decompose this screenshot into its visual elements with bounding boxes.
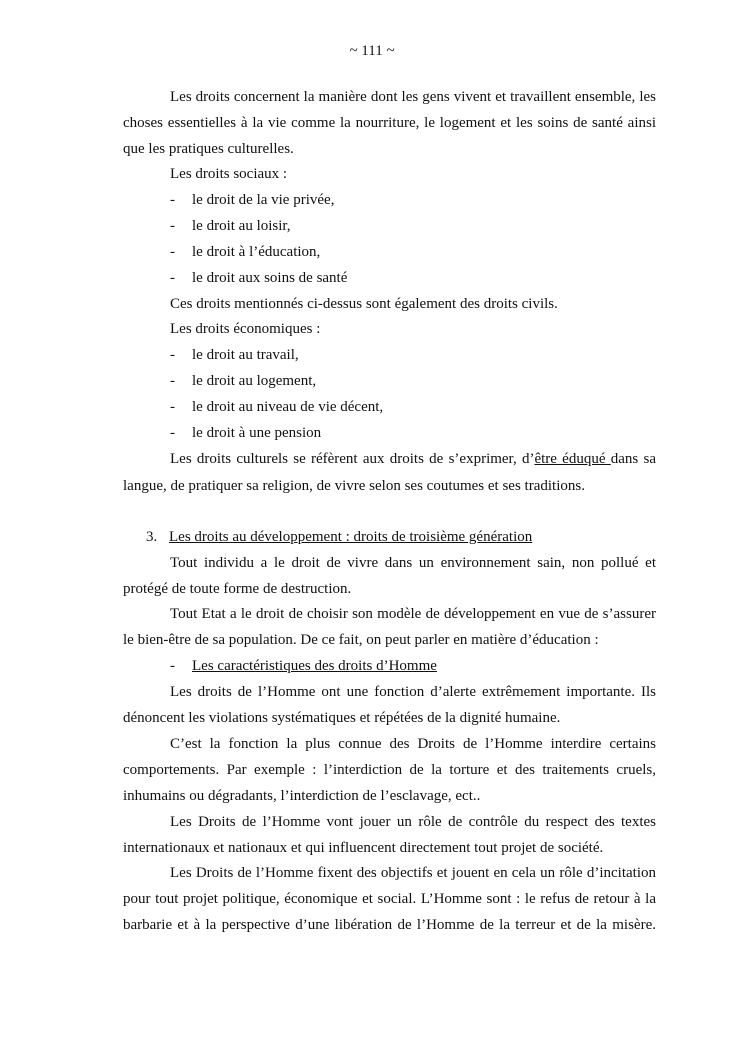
paragraph-line: Les Droits de l’Homme vont jouer un rôle de contrôle du respect des textes xyxy=(170,814,656,830)
paragraph-line: choses essentielles à la vie comme la nourriture, le logement et les soins de santé ainsi xyxy=(123,115,656,131)
paragraph-line: dénoncent les violations systématiques et répétées de la dignité humaine. xyxy=(123,710,561,726)
paragraph-line xyxy=(170,449,656,469)
list-item: le droit au travail, xyxy=(192,347,299,363)
paragraph-line: pour tout projet politique, économique et social. L’Homme sont : le refus de retour à la xyxy=(123,891,656,907)
paragraph-line: Les droits de l’Homme ont une fonction d’alerte extrêmement importante. Ils xyxy=(170,684,656,700)
bullet-dash: - xyxy=(170,373,175,389)
paragraph-line: Les Droits de l’Homme fixent des objectifs et jouent en cela un rôle d’incitation xyxy=(170,865,656,881)
bullet-dash: - xyxy=(170,192,175,208)
bullet-dash: - xyxy=(170,658,175,674)
list-item: le droit au niveau de vie décent, xyxy=(192,399,384,415)
list-item: le droit de la vie privée, xyxy=(192,192,335,208)
list-item: le droit à l’éducation, xyxy=(192,244,321,260)
paragraph-line: que les pratiques culturelles. xyxy=(123,141,294,157)
paragraph-line: comportements. Par exemple : l’interdiction de la torture et des traitements cruels, xyxy=(123,762,656,778)
economic-rights-title: Les droits économiques : xyxy=(170,321,321,337)
social-rights-title: Les droits sociaux : xyxy=(170,166,288,182)
civil-note: Ces droits mentionnés ci-dessus sont également des droits civils. xyxy=(170,296,558,312)
underlined-text: être éduqué xyxy=(534,451,611,467)
sub-heading: Les caractéristiques des droits d’Homme xyxy=(192,658,437,674)
paragraph-line: Tout individu a le droit de vivre dans un environnement sain, non pollué et xyxy=(170,555,656,571)
page-number: ~ 111 ~ xyxy=(349,43,395,59)
paragraph-line: langue, de pratiquer sa religion, de vivre selon ses coutumes et ses traditions. xyxy=(123,478,585,494)
paragraph-line: inhumains ou dégradants, l’interdiction de l’esclavage, ect.. xyxy=(123,788,481,804)
list-item: le droit au loisir, xyxy=(192,218,291,234)
paragraph-line: protégé de toute forme de destruction. xyxy=(123,581,352,597)
paragraph-line: barbarie et à la perspective d’une libération de l’Homme de la terreur et de la misère. xyxy=(123,917,656,933)
bullet-dash: - xyxy=(170,347,175,363)
section-heading: Les droits au développement : droits de troisième génération xyxy=(169,529,533,545)
list-item: le droit aux soins de santé xyxy=(192,270,348,286)
paragraph-line: Les droits concernent la manière dont les gens vivent et travaillent ensemble, les xyxy=(170,89,656,105)
bullet-dash: - xyxy=(170,218,175,234)
paragraph-line: Tout Etat a le droit de choisir son modèle de développement en vue de s’assurer xyxy=(170,606,656,622)
list-item: le droit à une pension xyxy=(192,425,322,441)
bullet-dash: - xyxy=(170,425,175,441)
paragraph-line: internationaux et nationaux et qui influencent directement tout projet de société. xyxy=(123,840,604,856)
list-item: le droit au logement, xyxy=(192,373,317,389)
paragraph-line: C’est la fonction la plus connue des Droits de l’Homme interdire certains xyxy=(170,736,656,752)
bullet-dash: - xyxy=(170,244,175,260)
paragraph-line: le bien-être de sa population. De ce fait, on peut parler en matière d’éducation : xyxy=(123,632,599,648)
bullet-dash: - xyxy=(170,399,175,415)
bullet-dash: - xyxy=(170,270,175,286)
text: Les droits culturels se réfèrent aux droits de s’exprimer, d’ xyxy=(170,451,535,467)
text: dans sa xyxy=(610,451,656,467)
section-number: 3. xyxy=(146,529,158,545)
